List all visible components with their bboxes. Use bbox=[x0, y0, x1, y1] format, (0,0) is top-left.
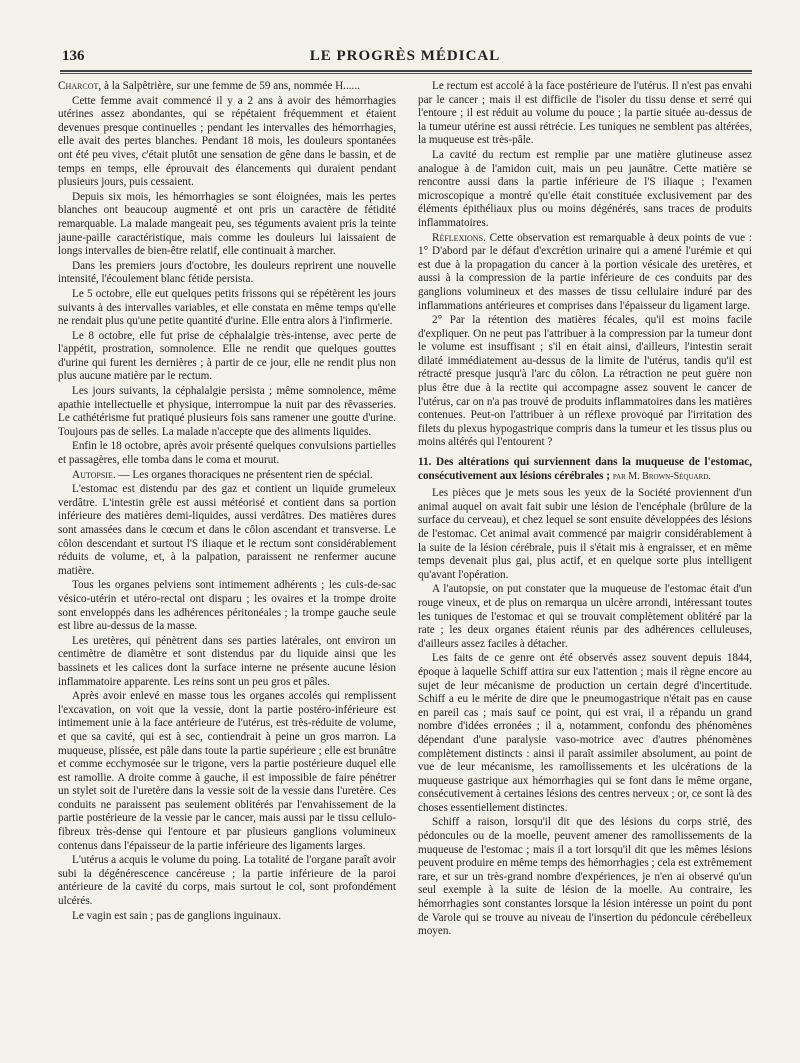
article-title-text: 11. Des altérations qui surviennent dans la muqueuse de l'estomac, consécutivement aux lésions cérébrales ; bbox=[418, 456, 752, 482]
paragraph-text: L'utérus a acquis le volume du poing. La totalité de l'organe paraît avoir subi la dégénérescence cancéreuse ; la partie inférieure de la paroi antérieure de la cavité du corps, mais surtout le col, sont profondément ulcérés. bbox=[58, 854, 396, 908]
paragraph-text: A l'autopsie, on put constater que la muqueuse de l'estomac était d'un rouge vineux, et de plus on remarqua un ulcère arrondi, intéressant toutes les tuniques de l'estomac et qui se trouvait complètement oblitéré par la rate ; les deux organes étaient réunis par des adhérences celluleuses, d'ailleurs assez faciles à détacher. bbox=[418, 583, 752, 650]
paragraph-text: La cavité du rectum est remplie par une matière glutineuse assez analogue à de l'amidon cuit, mais un peu jaunâtre. Cette matière se rencontre aussi dans la partie inférieure de l'S iliaque ; l'examen microscopique a montré qu'elle était constituée exclusivement par des éléments épithéliaux plus ou moins dégénérés, sans traces de produits inflammatoires. bbox=[418, 148, 752, 229]
paragraph-text: Les pièces que je mets sous les yeux de la Société proviennent d'un animal auquel on avait fait subir une lésion de l'encéphale (brûlure de la surface du cerveau), et chez lequel se sont ensuite développées des lésions de l'estomac. Cet animal avait commencé par maigrir considérablement à la suite de la lésion cérébrale, puis il s'était mis à engraisser, et en même temps devenait plus gai, plus actif, et en quelque sorte plus intelligent qu'avant l'opération. bbox=[418, 487, 752, 581]
paragraph-text: 2° Par la rétention des matières fécales, qu'il est moins facile d'expliquer. On ne peut pas l'attribuer à la compression par la tumeur dont le volume est insuffisant ; s'il en était ainsi, d'ailleurs, l'intestin serait dilaté immédiatement au-dessus de la limite de l'utérus, tandis qu'il est rétracté presque jusqu'à l'arc du côlon. La rétraction ne peut guère non plus être due à la rectite qui accompagne assez souvent le cancer de l'utérus, car on n'a pas trouvé de produits inflammatoires dans les matières contenues. Peut-on l'attribuer à un réflexe provoqué par l'irritation des filets du plexus hypogastrique compris dans la tumeur et les tissus plus ou moins altérés qui l'entourent ? bbox=[418, 314, 752, 449]
paragraph-lead: Réflexions bbox=[432, 231, 484, 244]
paragraph bbox=[58, 579, 396, 633]
paragraph bbox=[58, 330, 396, 384]
paragraph-text: Le 5 octobre, elle eut quelques petits frissons qui se répétèrent les jours suivants à des intervalles variables, et elle constata en même temps qu'elle ne rendait plus qu'une petite quantité d'urine. Elle entra alors à l'infirmerie. bbox=[58, 287, 396, 328]
paragraph bbox=[58, 440, 396, 467]
paragraph-text: Les faits de ce genre ont été observés assez souvent depuis 1844, époque à laquelle Schiff attira sur eux l'attention ; mais il règne encore au sujet de leur mécanisme de production un certain degré d'incertitude. Schiff a eu le mérite de dire que le pneumogastrique n'était pas en cause en pareil cas ; mais sauf ce point, qui est vrai, il a répandu un grand nombre d'idées erronées ; il a, notamment, confondu des phénomènes dépendant d'une paralysie vaso-motrice avec d'autres phénomènes complètement distincts : ainsi il paraît assimiler absolument, au point de vue de leur mécanisme, les ramollissements et les ulcérations de la muqueuse gastrique aux hémorrhagies qui se font dans le même organe, consécutivement à certaines lésions des centres nerveux ; or, ce sont là des choses essentiellement distinctes. bbox=[418, 652, 752, 814]
paragraph-text: Le vagin est sain ; pas de ganglions inguinaux. bbox=[72, 909, 282, 922]
paragraph-text: Les jours suivants, la céphalalgie persista ; même somnolence, même apathie intellectuelle et physique, interrompue la nuit par des rêvasseries. Le cathétérisme fut pratiqué plusieurs fois sans ramener une goutte d'urine. Toujours pas de selles. La malade n'accepte que des aliments liquides. bbox=[58, 385, 396, 438]
header-rule-thin bbox=[60, 73, 752, 74]
paragraph-text: L'estomac est distendu par des gaz et contient un liquide grumeleux verdâtre. L'intestin grêle est aussi météorisé et contient dans sa portion inférieure des matières demi-liquides, aussi verdâtres. Des matières dures sont amassées dans le cœcum et dans le côlon ascendant et transverse. Le côlon descendant et surtout l'S iliaque et le rectum sont considérablement réduits de volume, et, à la palpation, paraissent ne renfermer aucune matière. bbox=[58, 483, 396, 577]
left-column bbox=[58, 80, 396, 924]
paragraph bbox=[58, 260, 396, 287]
article-title bbox=[418, 456, 752, 483]
paragraph bbox=[58, 191, 396, 259]
paragraph bbox=[418, 232, 752, 314]
paragraph bbox=[58, 635, 396, 689]
paragraph bbox=[58, 854, 396, 908]
paragraph bbox=[58, 910, 396, 924]
paragraph bbox=[58, 385, 396, 439]
right-column bbox=[418, 80, 752, 940]
paragraph bbox=[58, 95, 396, 190]
paragraph-text: Depuis six mois, les hémorrhagies se sont éloignées, mais les pertes blanches ont beaucoup augmenté et ont pris un caractère de fétidité remarquable. La malade mangeait peu, ses téguments avaient pris la teinte jaune-paille caractéristique, mais comme les douleurs lui laissaient de longs intervalles de bien-être relatif, elle continuait à marcher. bbox=[58, 190, 396, 258]
article-author: par M. Brown-Séquard. bbox=[612, 470, 711, 482]
paragraph-text: , à la Salpêtrière, sur une femme de 59 ans, nommée H...... bbox=[98, 80, 360, 92]
header-rule bbox=[60, 70, 752, 72]
paragraph bbox=[418, 816, 752, 938]
paragraph-lead: Charcot bbox=[58, 80, 99, 92]
page-header bbox=[60, 46, 750, 68]
paragraph bbox=[58, 690, 396, 853]
paragraph-text: Enfin le 18 octobre, après avoir présenté quelques convulsions partielles et passagères, elle tomba dans le coma et mourut. bbox=[58, 440, 396, 467]
paragraph-text: Cette femme avait commencé il y a 2 ans à avoir des hémorrhagies utérines assez abondantes, qui se répétaient fréquemment et étaient devenues presque continuelles ; pendant les intervalles des hémorrhagies, elle avait des pertes blanches. Pendant 18 mois, les douleurs spontanées ont été peu vives, c'était plutôt une sensation de gêne dans le bassin, et de temps en temps, elle éprouvait des élancements qui duraient pendant plusieurs jours, puis cessaient. bbox=[58, 94, 396, 189]
paragraph-text: Le 8 octobre, elle fut prise de céphalalgie très-intense, avec perte de l'appétit, prostration, somnolence. Elle ne rendit que quelques gouttes d'urine qui furent les dernières ; à partir de ce jour, elle ne rendit plus non plus aucune matière par le rectum. bbox=[58, 329, 396, 383]
paragraph bbox=[58, 288, 396, 329]
paragraph bbox=[418, 314, 752, 450]
paragraph bbox=[58, 80, 396, 94]
paragraph-text: Le rectum est accolé à la face postérieure de l'utérus. Il n'est pas envahi par le cancer ; mais il est difficile de l'isoler du tissu dense et serré qui l'entoure ; il est réduit au volume du pouce ; la partie située au-dessus de la tumeur utérine est aussi rétrécie. Les tuniques ne semblent pas altérées, la muqueuse est très-pâle. bbox=[418, 80, 752, 147]
paragraph-text: Schiff a raison, lorsqu'il dit que des lésions du corps strié, des pédoncules ou de la moelle, peuvent amener des ramollissements de la muqueuse de l'estomac ; mais il a tort lorsqu'il dit que les mêmes lésions peuvent produire en même temps des hémorrhagies ; cela est extrêmement rare, et sur un très-grand nombre d'expériences, je n'en ai observé qu'un seul exemple à la suite de lésion de la moelle. Au contraire, les hémorrhagies sont constantes lorsque la lésion intéresse un point du pont de Varole qui se trouve au niveau de l'insertion du pédoncule cérébelleux moyen. bbox=[418, 816, 752, 938]
page-number: 136 bbox=[62, 48, 85, 64]
paragraph-text: Après avoir enlevé en masse tous les organes accolés qui remplissent l'excavation, on voit que la vessie, dont la partie postéro-inférieure est intimement unie à la face antérieure de l'utérus, est très-réduite de volume, et que sa cavité, qui est à sec, contiendrait à peine un gros marron. La muqueuse, plissée, est pâle dans toute la partie supérieure ; elle est brunâtre et comme ecchymosée sur le trigone, vers la partie postérieure duquel elle est ramollie. A droite comme à gauche, il est impossible de faire pénétrer un stylet soit de l'uretère dans la vessie soit de la vessie dans l'uretère. Ces conduits ne paraissent pas seulement oblitérés par l'envahissement de la partie postérieure de la vessie par le cancer, mais aussi par le tissu cellulo-fibreux très-dense qui l'entoure et par plusieurs ganglions volumineux contenus dans l'épaisseur de la partie inférieure des ligaments larges. bbox=[58, 690, 396, 852]
paragraph bbox=[418, 80, 752, 148]
paragraph bbox=[418, 583, 752, 651]
paragraph-lead: Autopsie bbox=[72, 468, 113, 481]
paragraph bbox=[58, 469, 396, 483]
journal-title: LE PROGRÈS MÉDICAL bbox=[309, 48, 501, 64]
paragraph bbox=[418, 149, 752, 231]
paragraph bbox=[418, 652, 752, 815]
paragraph-text: . Cette observation est remarquable à deux points de vue : 1° D'abord par le défaut d'excrétion urinaire qui a amené l'urémie et qui est due à la propagation du cancer à la portion vésicale des uretères, et aussi à la compression de la partie inférieure de ces conduits par des ganglions volumineux et des masses de tissu cellulaire induré par des inflammations antérieures et comprises dans l'épaisseur du ligament large. bbox=[418, 231, 752, 312]
paragraph bbox=[58, 483, 396, 578]
paragraph-text: Dans les premiers jours d'octobre, les douleurs reprirent une nouvelle intensité, l'écoulement blanc fétide persista. bbox=[58, 259, 396, 286]
paragraph-text: Les uretères, qui pénètrent dans ses parties latérales, ont environ un centimètre de diamètre et sont distendus par du liquide ainsi que les bassinets et les calices dont la surface interne ne présente aucune lésion inflammatoire apparente. Les reins sont un peu gros et pâles. bbox=[58, 634, 396, 688]
paragraph bbox=[418, 487, 752, 582]
paragraph-text: . — Les organes thoraciques ne présentent rien de spécial. bbox=[112, 468, 373, 481]
paragraph-text: Tous les organes pelviens sont intimement adhérents ; les culs-de-sac vésico-utérin et utéro-rectal ont disparu ; les ovaires et la trompe droite sont enveloppés dans les adhérences péritonéales ; la trompe gauche seule est libre au-dessus de la masse. bbox=[58, 579, 396, 633]
